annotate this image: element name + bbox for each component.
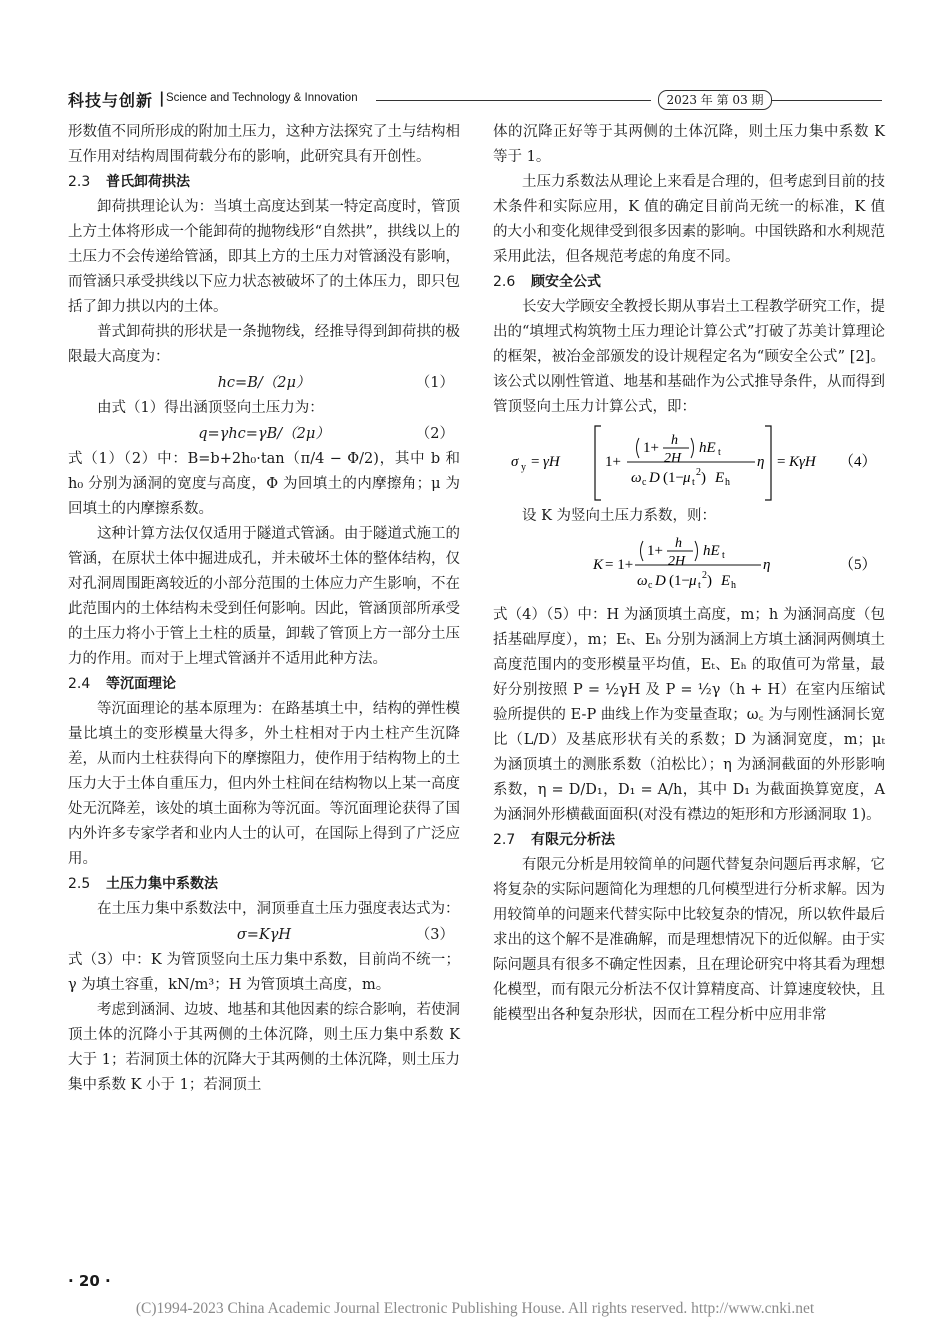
section-heading-2-6: 2.6 顾安全公式 (493, 274, 601, 290)
svg-text:t: t (692, 477, 695, 488)
svg-text:D: D (649, 470, 660, 486)
svg-text:(1−: (1− (663, 470, 684, 486)
svg-text:): ) (707, 573, 712, 589)
svg-text:=: = (531, 454, 540, 470)
equation-4 (493, 420, 885, 504)
svg-text:ω: ω (637, 573, 648, 589)
issue-badge: 2023 年 第 03 期 (658, 90, 772, 110)
svg-text:η: η (757, 454, 765, 470)
paragraph: 普式卸荷拱的形状是一条抛物线，经推导得到卸荷拱的极限最大高度为： (68, 324, 460, 365)
equation-1: hc=B/（2μ） （1） (217, 375, 454, 391)
svg-text:μ: μ (689, 573, 697, 589)
section-heading-2-4: 2.4 等沉面理论 (68, 676, 176, 692)
svg-text:h: h (731, 580, 736, 591)
svg-text:(1−: (1− (669, 573, 690, 589)
paragraph: 式（1）（2）中：B=b+2h₀·tan（π/4 − Φ/2)，其中 b 和 h₀ 分别为涵洞的宽度与高度，Φ 为回填土的内摩擦角；μ 为回填土的内摩擦系数。 (68, 451, 460, 517)
svg-text:（5）: （5） (839, 557, 877, 573)
paragraph: 卸荷拱理论认为：当填土高度达到某一特定高度时，管顶上方土体将形成一个能卸荷的抛物线形“自然拱”，拱线以上的土压力不会传递给管涵，即其上方的土压力对管涵没有影响，而管涵只承受拱线以下应力状态被破坏了的土体压力，即只包括了卸力拱以内的土体。 (68, 199, 460, 315)
svg-text:t: t (722, 550, 725, 561)
svg-text:γH: γH (543, 454, 560, 470)
paragraph: 式（3）中：K 为管顶竖向土压力集中系数，目前尚不统一；γ 为填土容重，kN/m³；H 为管顶填土高度，m。 (68, 952, 460, 993)
paragraph: 形数值不同所形成的附加土压力，这种方法探究了土与结构相互作用对结构周围荷载分布的影响，此研究具有开创性。 (68, 124, 460, 165)
paragraph: 体的沉降正好等于其两侧的土体沉降，则土压力集中系数 K 等于 1。 (493, 124, 885, 165)
svg-text:μ: μ (683, 470, 691, 486)
svg-text:= 1+: = 1+ (605, 557, 634, 573)
paragraph: 考虑到涵洞、边坡、地基和其他因素的综合影响，若使洞顶土体的沉降小于其两侧的土体沉降，则土压力集中系数 K 大于 1；若洞顶土体的沉降大于其两侧的土体沉降，则土压力集中系数 K 小于 1；若洞顶土 (68, 1002, 460, 1093)
journal-title-en: Science and Technology & Innovation (166, 92, 358, 104)
paragraph: 长安大学顾安全教授长期从事岩土工程教学研究工作，提出的“填埋式构筑物土压力理论计算公式”打破了苏美计算理论的框架，被冶金部颁发的设计规程定名为“顾安全公式” [2]。该公式以刚性管道、地基和基础作为公式推导条件，从而得到管顶竖向土压力计算公式，即： (493, 299, 885, 415)
journal-title: 科技与创新 (68, 91, 154, 110)
copyright-line: (C)1994-2023 China Academic Journal Electronic Publishing House. All rights reserved. http://www.cnki.net (135, 1300, 815, 1317)
svg-text:ω: ω (631, 470, 642, 486)
svg-text:t: t (698, 580, 701, 591)
svg-text:): ) (701, 470, 706, 486)
section-heading-2-5: 2.5 土压力集中系数法 (68, 876, 218, 892)
svg-text:1+: 1+ (643, 440, 659, 456)
svg-text:E: E (721, 573, 731, 589)
section-heading-2-7: 2.7 有限元分析法 (493, 832, 615, 848)
svg-text:K: K (593, 557, 604, 573)
svg-text:（4）: （4） (839, 454, 877, 470)
svg-text:t: t (718, 447, 721, 458)
svg-text:y: y (521, 462, 526, 473)
svg-text:η: η (763, 557, 771, 573)
paragraph: 设 K 为竖向土压力系数，则： (522, 508, 717, 524)
svg-text:h: h (671, 433, 678, 448)
equation-5 (493, 529, 885, 603)
svg-text:hE: hE (703, 543, 720, 559)
svg-text:2: 2 (696, 467, 701, 478)
header-separator: | (159, 89, 165, 107)
section-heading-2-3: 2.3 普氏卸荷拱法 (68, 174, 190, 190)
paragraph: 等沉面理论的基本原理为：在路基填土中，结构的弹性模量比填土的变形模量大得多，外土柱相对于内土柱产生沉降差，从而内土柱获得向下的摩擦阻力，使作用于结构物上的土压力大于土体自重压力，但内外土柱间在结构物以上某一高度处无沉降差，该处的填土面称为等沉面。等沉面理论获得了国内外许多专家学者和业内人士的认可，在国际上得到了广泛应用。 (68, 701, 460, 867)
svg-text:1+: 1+ (605, 454, 621, 470)
svg-text:h: h (725, 477, 730, 488)
svg-text:1+: 1+ (647, 543, 663, 559)
equation-2: q=γhc=γB/（2μ） （2） (198, 426, 454, 442)
paragraph: 由式（1）得出涵顶竖向土压力为： (97, 400, 324, 416)
paragraph: 土压力系数法从理论上来看是合理的，但考虑到目前的技术条件和实际应用，K 值的确定目前尚无统一的标准，K 值的大小和变化规律受到很多因素的影响。中国铁路和水利规范采用此法，但各规范考虑的角度不同。 (493, 174, 885, 265)
svg-text:KγH: KγH (789, 454, 816, 470)
paragraph: 在土压力集中系数法中，洞顶垂直土压力强度表达式为： (97, 901, 460, 917)
svg-text:hE: hE (699, 440, 716, 456)
svg-text:c: c (642, 477, 647, 488)
svg-text:E: E (715, 470, 725, 486)
svg-text:h: h (675, 536, 682, 551)
paragraph: 式（4）（5）中：H 为涵顶填土高度，m；h 为涵洞高度（包括基础厚度），m；Eₜ、Eₕ 分别为涵洞上方填土涵洞两侧填土高度范围内的变形模量平均值，Eₜ、Eₕ 的取值可为常量，最好分别按照 P = ½γH 及 P = ½γ（h + H）在室内压缩试验所提供的 E-P 曲线上作为变量查取；ω꜀ 为与刚性涵洞长宽比（L/D）及基底形状有关的系数；D 为涵洞宽度，m；μₜ 为涵顶填土的测胀系数（泊松比）；η 为涵洞截面的外形影响系数，η = D/D₁，D₁ = A/h，其中 D₁ 为截面换算宽度，A 为涵洞外形横截面面积(对没有襟边的矩形和方形涵洞取 1)。 (493, 607, 885, 823)
header-rule-right (772, 100, 882, 101)
paragraph: 这种计算方法仅仅适用于隧道式管涵。由于隧道式施工的管涵，在原状土体中掘进成孔，并未破坏土体的整体结构，仅对孔洞周围距离较近的小部分范围的土体应力产生影响，不在此范围内的土体结构未受到任何影响。因此，管涵顶部所承受的土压力将小于管上土柱的质量，卸载了管顶上方一部分土压力的作用。而对于上埋式管涵并不适用此种方法。 (68, 526, 460, 667)
svg-text:σ: σ (511, 454, 519, 470)
svg-text:D: D (655, 573, 666, 589)
left-column (68, 120, 460, 1098)
paragraph: 有限元分析是用较简单的问题代替复杂问题后再求解，它将复杂的实际问题简化为理想的几何模型进行分析求解。因为用较简单的问题来代替实际中比较复杂的情况，所以软件最后求出的这个解不是准确解，而是理想情况下的近似解。由于实际问题具有很多不确定性因素，且在理论研究中将其看为理想化模型，而有限元分析法不仅计算精度高、计算速度较快，且能模型出各种复杂形状，因而在工程分析中应用非常 (493, 857, 885, 1023)
svg-text:2H: 2H (664, 451, 682, 466)
header-rule (376, 100, 651, 101)
right-column (493, 120, 885, 1028)
equation-3: σ=KγH （3） (236, 927, 454, 943)
svg-text:2: 2 (702, 570, 707, 581)
svg-text:2H: 2H (668, 554, 686, 569)
page-number: · 20 · (68, 1272, 111, 1290)
svg-text:c: c (648, 580, 653, 591)
svg-text:=: = (777, 454, 786, 470)
